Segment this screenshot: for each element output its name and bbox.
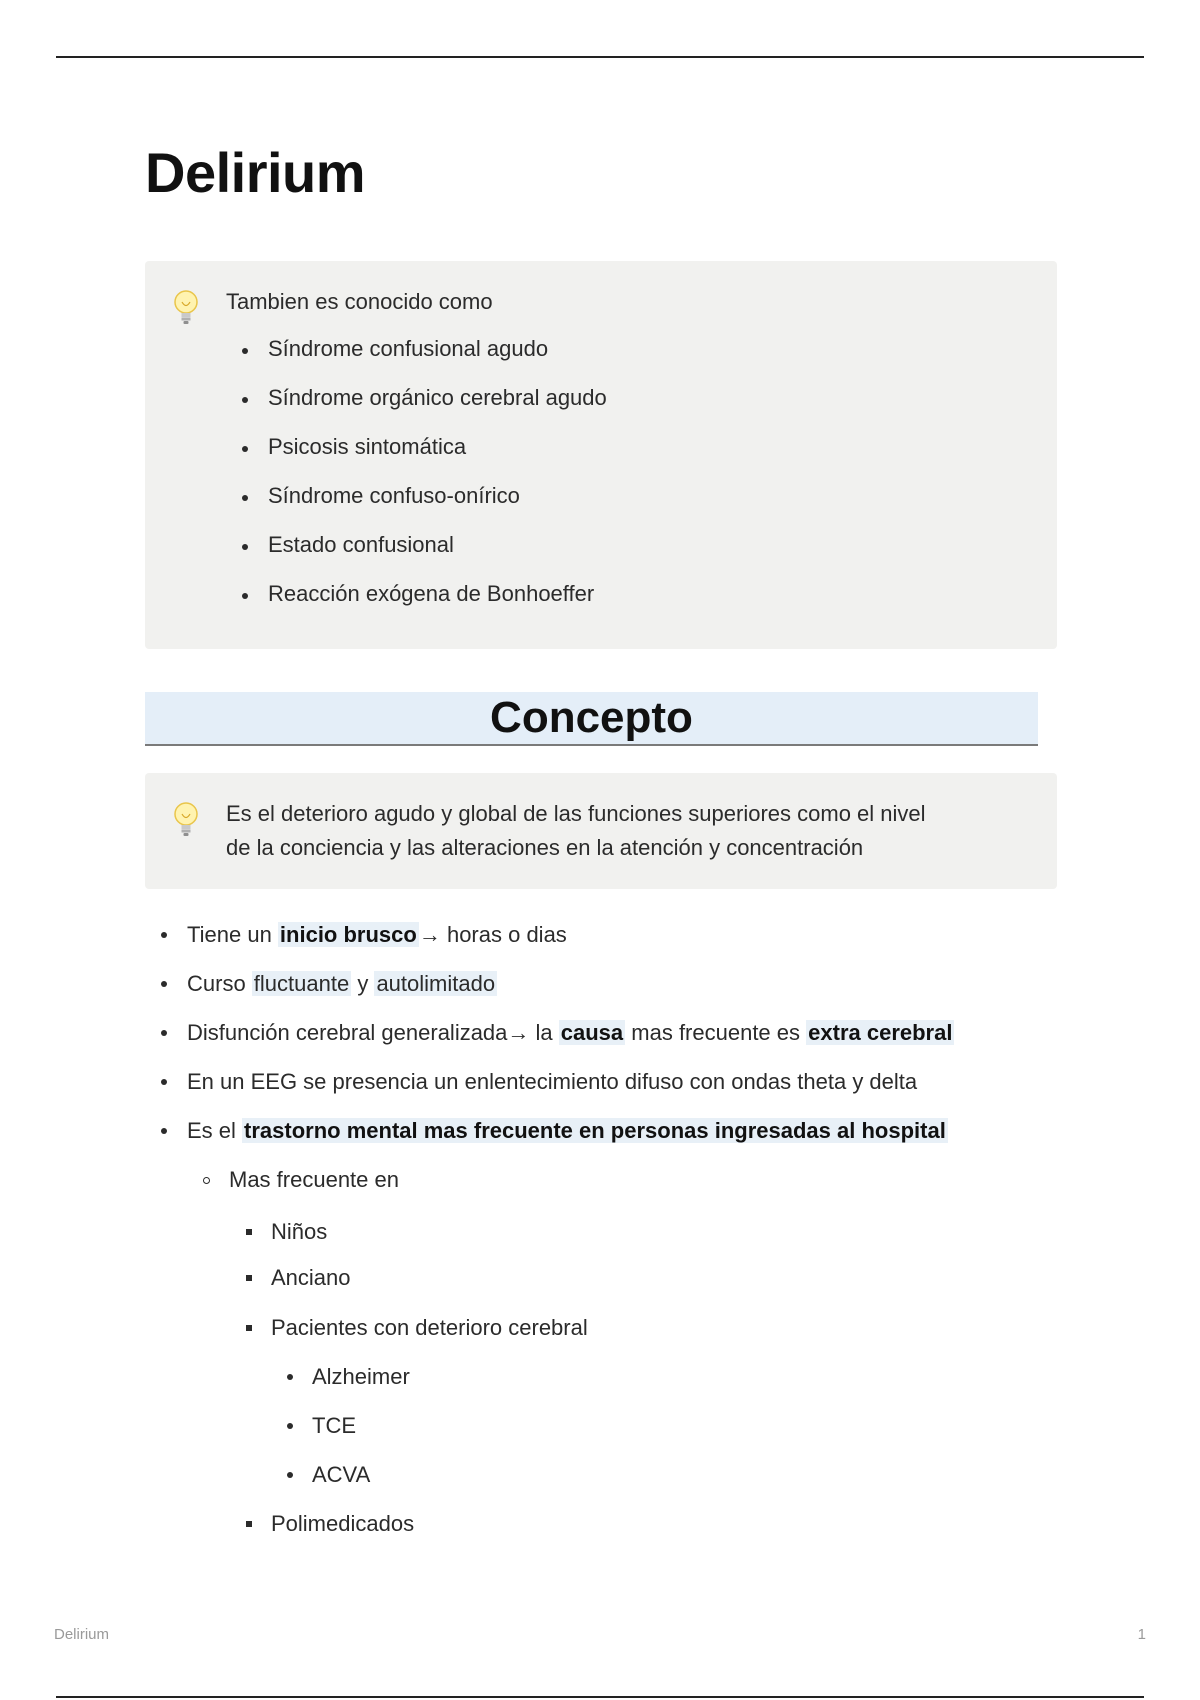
lightbulb-icon bbox=[173, 801, 199, 841]
section-heading-concepto bbox=[145, 692, 1038, 746]
top-rule bbox=[56, 56, 1144, 58]
list-item: En un EEG se presencia un enlentecimiento difuso con ondas theta y delta bbox=[187, 1069, 918, 1094]
bullet-square bbox=[246, 1325, 252, 1331]
text: Curso bbox=[187, 971, 252, 996]
list-item bbox=[187, 1114, 948, 1148]
list-item: Pacientes con deterioro cerebral bbox=[271, 1315, 588, 1340]
text: y bbox=[351, 971, 375, 996]
list-item: Mas frecuente en bbox=[229, 1167, 399, 1192]
page-number: 1 bbox=[1137, 1626, 1146, 1643]
bullet-dot bbox=[161, 1128, 167, 1134]
bullet-dot bbox=[161, 932, 167, 938]
bullet-square bbox=[246, 1229, 252, 1235]
text: Es el bbox=[187, 1118, 243, 1143]
list-item: Síndrome confuso-onírico bbox=[226, 479, 1027, 528]
list-item: Niños bbox=[271, 1219, 328, 1244]
bullet-dot bbox=[287, 1374, 293, 1380]
alias-list bbox=[226, 332, 1027, 626]
list-item: Alzheimer bbox=[312, 1364, 410, 1389]
list-item: Polimedicados bbox=[271, 1511, 415, 1536]
bullet-square bbox=[246, 1275, 252, 1281]
footer-title: Delirium bbox=[54, 1626, 110, 1643]
list-item: Síndrome orgánico cerebral agudo bbox=[226, 381, 1027, 430]
list-item: TCE bbox=[312, 1413, 356, 1438]
list-item bbox=[187, 1016, 954, 1050]
list-item: ACVA bbox=[312, 1462, 371, 1487]
bullet-circle bbox=[203, 1177, 210, 1184]
highlight: autolimitado bbox=[376, 971, 496, 996]
list-item: Reacción exógena de Bonhoeffer bbox=[226, 577, 1027, 626]
bullet-dot bbox=[287, 1472, 293, 1478]
concept-line-1: Es el deterioro agudo y global de las funciones superiores como el nivel bbox=[226, 801, 926, 826]
text: Disfunción cerebral generalizada→ la bbox=[187, 1020, 559, 1045]
bullet-dot bbox=[161, 1030, 167, 1036]
text: mas frecuente es bbox=[625, 1020, 807, 1045]
concept-callout bbox=[145, 773, 1057, 889]
section-heading-text: Concepto bbox=[490, 693, 693, 742]
page-title: Delirium bbox=[145, 141, 366, 204]
list-item: Síndrome confusional agudo bbox=[226, 332, 1027, 381]
highlight-bold: causa bbox=[560, 1020, 624, 1045]
text: Tiene un bbox=[187, 922, 278, 947]
concept-line-2: de la conciencia y las alteraciones en la atención y concentración bbox=[226, 835, 864, 860]
list-item: Anciano bbox=[271, 1265, 351, 1290]
text: → horas o dias bbox=[418, 922, 567, 947]
highlight-bold: extra cerebral bbox=[808, 1020, 953, 1045]
list-item: Psicosis sintomática bbox=[226, 430, 1027, 479]
list-item: Estado confusional bbox=[226, 528, 1027, 577]
list-item bbox=[187, 967, 497, 1001]
highlight: fluctuante bbox=[253, 971, 350, 996]
alias-callout bbox=[145, 261, 1057, 649]
concept-text bbox=[226, 797, 1027, 865]
bullet-dot bbox=[161, 981, 167, 987]
alias-callout-text bbox=[226, 285, 1027, 626]
highlight-bold: inicio brusco bbox=[279, 922, 417, 947]
bottom-rule bbox=[56, 1696, 1144, 1698]
lightbulb-icon bbox=[173, 289, 199, 329]
alias-intro: Tambien es conocido como bbox=[226, 289, 493, 314]
highlight-bold: trastorno mental mas frecuente en personas ingresadas al hospital bbox=[244, 1118, 946, 1143]
list-item bbox=[187, 918, 567, 952]
bullet-dot bbox=[161, 1079, 167, 1085]
bullet-dot bbox=[287, 1423, 293, 1429]
bullet-square bbox=[246, 1521, 252, 1527]
